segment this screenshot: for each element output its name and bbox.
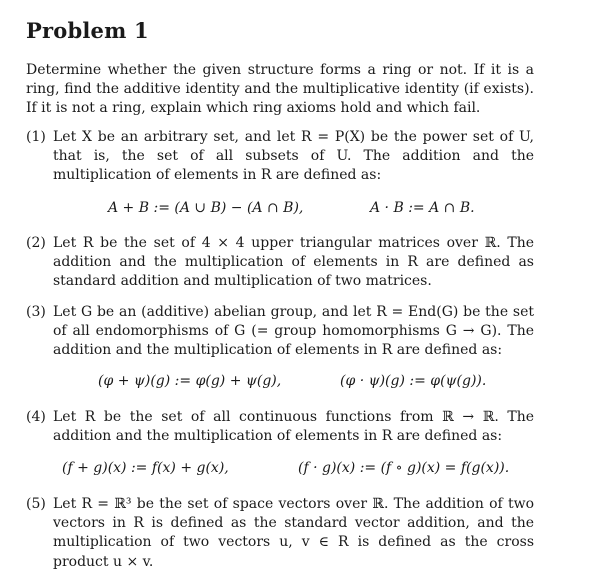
formula-left: A + B := (A ∪ B) − (A ∩ B), bbox=[108, 200, 304, 216]
problem-item-2 bbox=[26, 234, 534, 292]
problem-item-5 bbox=[26, 495, 534, 572]
formula-left: (f + g)(x) := f(x) + g(x), bbox=[62, 460, 229, 476]
problem-title: Problem 1 bbox=[26, 18, 149, 43]
problem-item-4 bbox=[26, 408, 534, 446]
item-text: Let X be an arbitrary set, and let R = P(X) be the power set of U, that is, the set of all subsets of U. The addition and the multiplication of elements in R are defined as: bbox=[53, 129, 534, 184]
item-text: Let R be the set of all continuous functions from ℝ → ℝ. The addition and the multiplication of elements in R are defined as: bbox=[53, 409, 534, 445]
formula-right: (φ · ψ)(g) := φ(ψ(g)). bbox=[340, 373, 487, 389]
problem-item-3 bbox=[26, 303, 534, 361]
item-number: (5) bbox=[26, 496, 46, 512]
item-text: Let G be an (additive) abelian group, and let R = End(G) be the set of all endomorphisms of G (= group homomorphisms G → G). The addition and the multiplication of elements in R are defined as: bbox=[53, 304, 534, 359]
problem-intro: Determine whether the given structure forms a ring or not. If it is a ring, find the additive identity and the multiplicative identity (if exists). If it is not a ring, explain which ring axioms hold and which fail. bbox=[26, 62, 534, 117]
formula-right: A · B := A ∩ B. bbox=[370, 200, 475, 216]
formula-right: (f · g)(x) := (f ∘ g)(x) = f(g(x)). bbox=[298, 460, 510, 476]
item-number: (1) bbox=[26, 129, 46, 145]
formula-left: (φ + ψ)(g) := φ(g) + ψ(g), bbox=[98, 373, 282, 389]
item-number: (4) bbox=[26, 409, 46, 425]
item-number: (2) bbox=[26, 235, 46, 251]
item-text: Let R = ℝ³ be the set of space vectors over ℝ. The addition of two vectors in R is defined as the standard vector addition, and the multiplication of two vectors u, v ∈ R is defined as the cross product u × v. bbox=[53, 496, 534, 570]
item-text: Let R be the set of 4 × 4 upper triangular matrices over ℝ. The addition and the multiplication of elements in R are defined as standard addition and multiplication of two matrices. bbox=[53, 235, 534, 290]
item-number: (3) bbox=[26, 304, 46, 320]
problem-item-1 bbox=[26, 128, 534, 186]
